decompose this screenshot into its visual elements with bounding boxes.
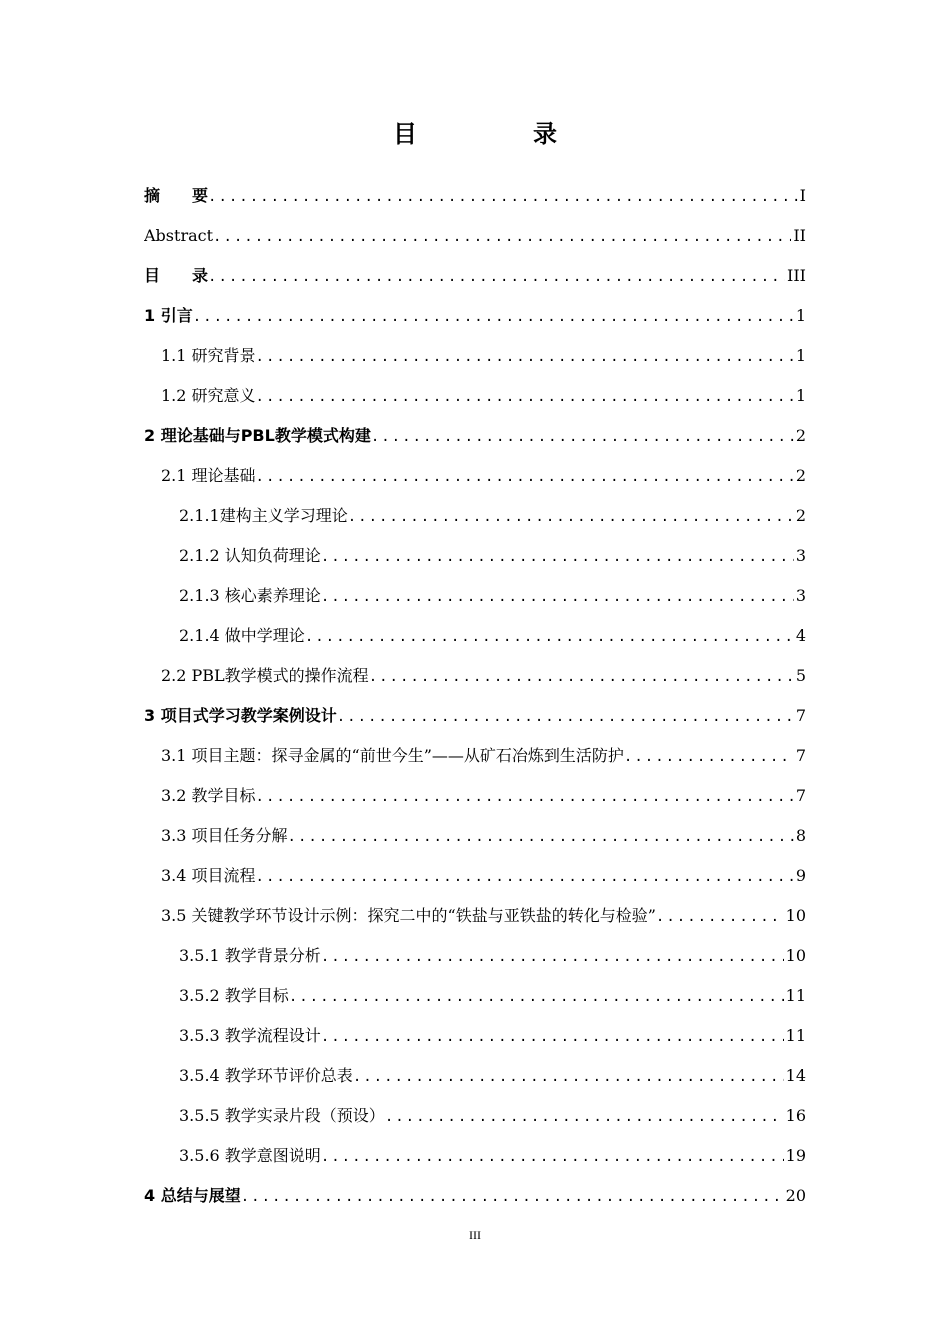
toc-entry-page: I (799, 186, 806, 205)
toc-leader-dots (241, 1177, 784, 1216)
toc-leader-dots (193, 297, 794, 336)
toc-entry-page: 9 (795, 866, 806, 885)
toc-leader-dots (321, 577, 794, 616)
toc-entry-page: III (787, 266, 806, 285)
toc-leader-dots (208, 177, 798, 216)
toc-entry[interactable] (144, 856, 806, 896)
toc-leader-dots (256, 377, 794, 416)
toc-leader-dots (353, 1057, 784, 1096)
toc-entry-page: 7 (795, 706, 806, 725)
toc-entry-label: 1 引言 (144, 306, 193, 325)
toc-leader-dots (348, 497, 794, 536)
toc-entry-label: 4 总结与展望 (144, 1186, 241, 1205)
toc-entry-label: 3.5.1 教学背景分析 (179, 946, 321, 965)
toc-entry[interactable] (144, 696, 806, 736)
page-number-footer: III (469, 1228, 481, 1242)
toc-entry-label: 3.3 项目任务分解 (161, 826, 288, 845)
toc-entry[interactable] (144, 616, 806, 656)
toc-entry[interactable] (144, 736, 806, 776)
toc-entry-label: 1.2 研究意义 (161, 386, 256, 405)
toc-entry[interactable] (144, 536, 806, 576)
toc-entry-page: 2 (795, 466, 806, 485)
toc-entry-label: 3.5.5 教学实录片段（预设） (179, 1106, 385, 1125)
toc-leader-dots (208, 257, 785, 296)
toc-entry[interactable] (144, 1136, 806, 1176)
toc-entry-page: 3 (795, 586, 806, 605)
toc-leader-dots (289, 977, 784, 1016)
toc-entry-label: 3.5.2 教学目标 (179, 986, 289, 1005)
toc-entry-page: 7 (795, 786, 806, 805)
toc-entry[interactable] (144, 896, 806, 936)
toc-entry[interactable] (144, 936, 806, 976)
toc-entry[interactable] (144, 376, 806, 416)
toc-entry-page: 2 (795, 506, 806, 525)
toc-entry-label: 2 理论基础与PBL教学模式构建 (144, 426, 371, 445)
toc-entry-label: 2.2 PBL教学模式的操作流程 (161, 666, 369, 685)
toc-entry[interactable] (144, 976, 806, 1016)
toc-leader-dots (256, 457, 794, 496)
toc-entry-label: 3.1 项目主题：探寻金属的“前世今生”——从矿石冶炼到生活防护 (161, 746, 624, 765)
toc-entry-label: 2.1.3 核心素养理论 (179, 586, 321, 605)
toc-entry[interactable] (144, 296, 806, 336)
page-title: 目 录 (393, 120, 603, 148)
toc-leader-dots (213, 217, 791, 256)
toc-entry[interactable] (144, 816, 806, 856)
toc-entry[interactable] (144, 496, 806, 536)
toc-entry-page: II (793, 226, 806, 245)
toc-entry-page: 1 (795, 346, 806, 365)
toc-entry[interactable] (144, 656, 806, 696)
toc-entry-label: 1.1 研究背景 (161, 346, 256, 365)
toc-entry-page: 20 (785, 1186, 806, 1205)
toc-entry-label: 2.1.1建构主义学习理论 (179, 506, 348, 525)
toc-entry[interactable] (144, 1096, 806, 1136)
toc-leader-dots (624, 737, 794, 776)
toc-entry-label: 3.4 项目流程 (161, 866, 256, 885)
toc-entry-label: 3.2 教学目标 (161, 786, 256, 805)
toc-leader-dots (385, 1097, 784, 1136)
toc-entry[interactable] (144, 256, 806, 296)
toc-entry-page: 10 (785, 946, 806, 965)
toc-leader-dots (256, 857, 794, 896)
toc-entry[interactable] (144, 1016, 806, 1056)
toc-leader-dots (321, 1017, 784, 1056)
toc-entry[interactable] (144, 576, 806, 616)
toc-entry-label: 3 项目式学习教学案例设计 (144, 706, 337, 725)
toc-leader-dots (321, 937, 784, 976)
toc-entry-label: 3.5.3 教学流程设计 (179, 1026, 321, 1045)
toc-entry-label: 2.1 理论基础 (161, 466, 256, 485)
toc-entry-label: 2.1.2 认知负荷理论 (179, 546, 321, 565)
toc-entry-page: 10 (785, 906, 806, 925)
toc-entry-page: 14 (785, 1066, 806, 1085)
toc-entry[interactable] (144, 776, 806, 816)
toc-entry[interactable] (144, 216, 806, 256)
toc-entry-page: 11 (785, 986, 806, 1005)
toc-entry-page: 1 (795, 306, 806, 325)
toc-entry-page: 8 (795, 826, 806, 845)
toc-entry-label: 目 录 (144, 266, 209, 285)
toc-entry-page: 2 (795, 426, 806, 445)
toc-entry-page: 5 (795, 666, 806, 685)
toc-entry[interactable] (144, 336, 806, 376)
table-of-contents (144, 176, 806, 1216)
toc-leader-dots (369, 657, 794, 696)
toc-entry[interactable] (144, 176, 806, 216)
toc-leader-dots (656, 897, 784, 936)
toc-entry-label: 3.5 关键教学环节设计示例：探究二中的“铁盐与亚铁盐的转化与检验” (161, 906, 656, 925)
toc-entry[interactable] (144, 456, 806, 496)
toc-entry-label: Abstract (144, 226, 214, 245)
toc-entry-page: 7 (795, 746, 806, 765)
toc-entry-page: 3 (795, 546, 806, 565)
toc-entry-page: 1 (795, 386, 806, 405)
toc-entry[interactable] (144, 416, 806, 456)
toc-entry[interactable] (144, 1176, 806, 1216)
toc-entry-label: 2.1.4 做中学理论 (179, 626, 305, 645)
toc-leader-dots (371, 417, 794, 456)
toc-entry-label: 3.5.6 教学意图说明 (179, 1146, 321, 1165)
toc-leader-dots (305, 617, 794, 656)
toc-entry-label: 摘 要 (144, 186, 209, 205)
toc-leader-dots (321, 1137, 784, 1176)
toc-entry[interactable] (144, 1056, 806, 1096)
toc-entry-page: 4 (795, 626, 806, 645)
toc-leader-dots (321, 537, 794, 576)
toc-leader-dots (288, 817, 794, 856)
toc-entry-page: 11 (785, 1026, 806, 1045)
toc-leader-dots (337, 697, 794, 736)
toc-leader-dots (256, 777, 794, 816)
toc-leader-dots (256, 337, 794, 376)
toc-entry-page: 16 (785, 1106, 806, 1125)
toc-entry-page: 19 (785, 1146, 806, 1165)
toc-entry-label: 3.5.4 教学环节评价总表 (179, 1066, 353, 1085)
